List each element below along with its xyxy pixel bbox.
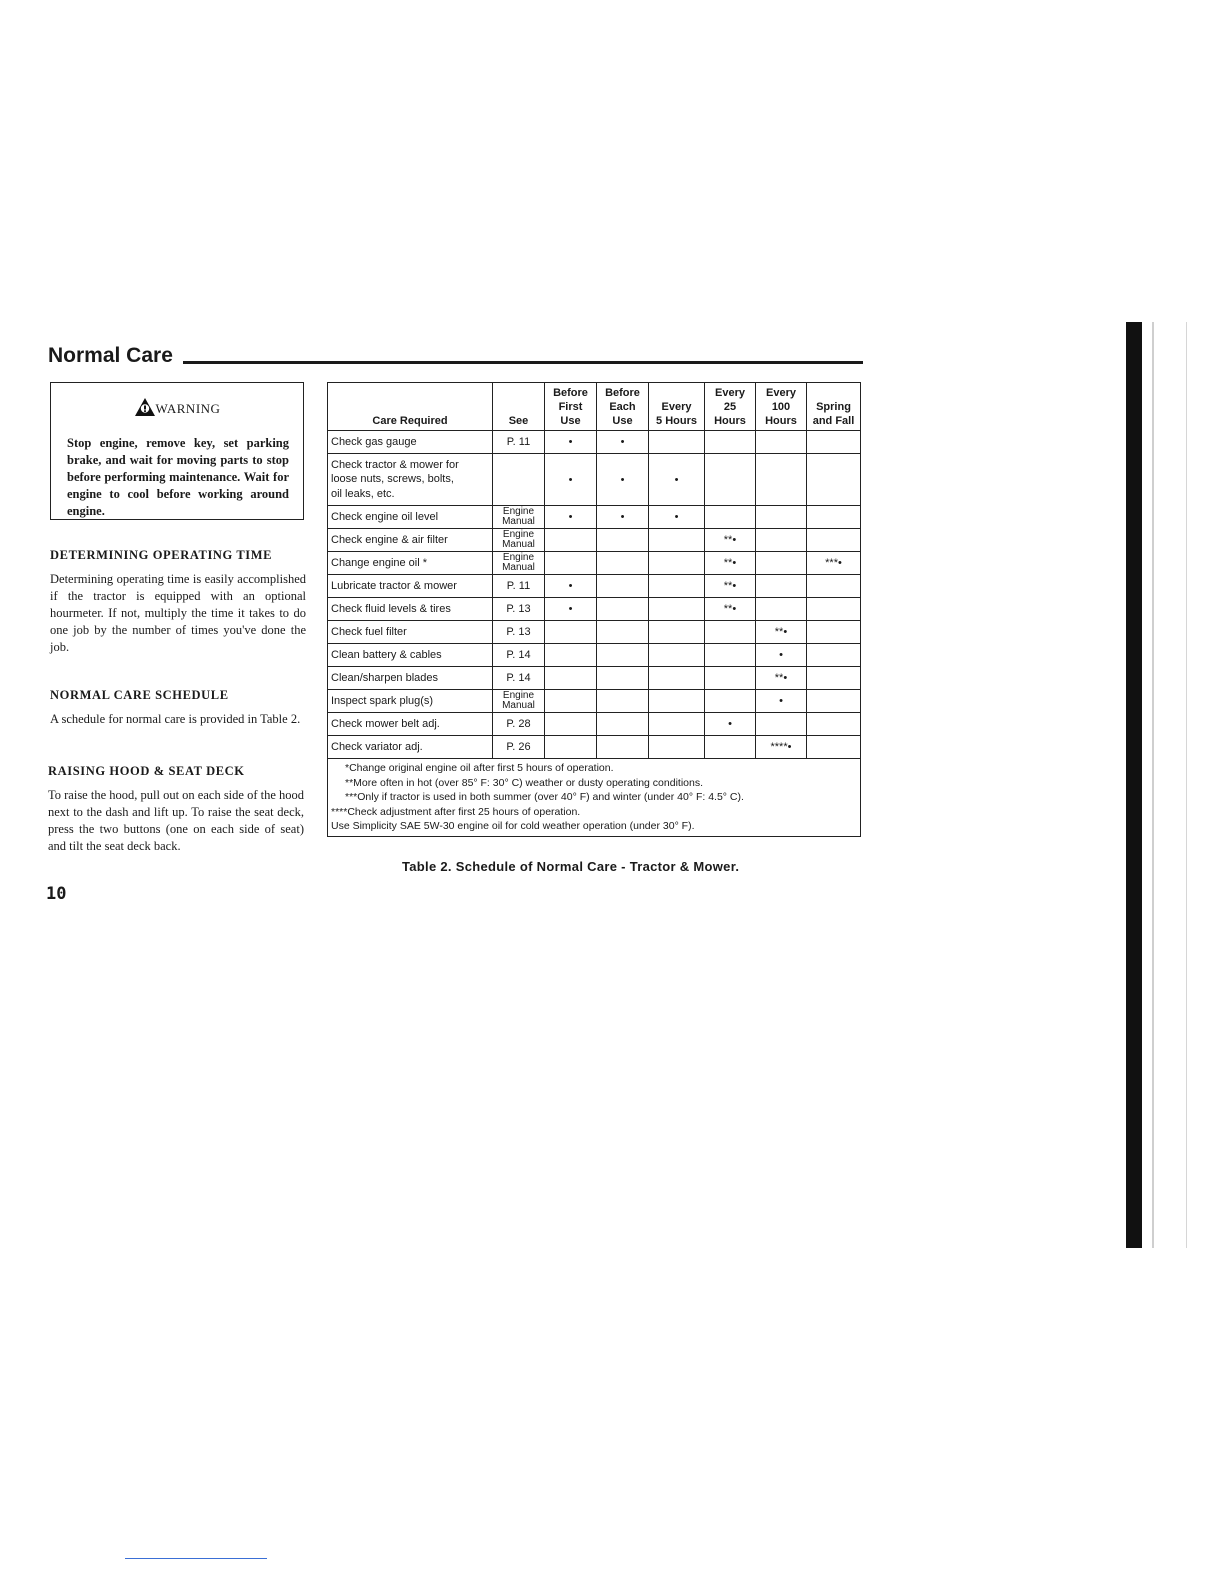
- warning-box: [50, 382, 304, 520]
- schedule-mark-cell: •: [545, 431, 597, 454]
- warning-triangle-icon: [134, 397, 156, 417]
- page-title: Normal Care: [48, 344, 173, 367]
- footnote: *Change original engine oil after first 5 hours of operation.: [345, 762, 614, 774]
- schedule-mark-cell: [597, 713, 649, 736]
- table-row: [328, 529, 861, 552]
- section-body-raising-hood: To raise the hood, pull out on each side of the hood next to the dash and lift up. To raise the seat deck, press the two buttons (one on each side of seat) and tilt the seat deck back.: [48, 788, 305, 853]
- table-row: [328, 736, 861, 759]
- page-number: 10: [46, 884, 67, 904]
- schedule-mark-cell: •: [597, 454, 649, 506]
- schedule-mark-cell: [807, 713, 861, 736]
- schedule-mark-cell: [705, 690, 756, 713]
- schedule-mark-cell: •: [545, 506, 597, 529]
- care-schedule-table: [327, 382, 861, 837]
- schedule-mark-cell: [545, 690, 597, 713]
- see-reference-text: P. 13: [506, 626, 531, 638]
- footnote: ***Only if tractor is used in both summer (over 40° F) and winter (under 40° F: 4.5° C).: [345, 791, 744, 803]
- schedule-mark-cell: [597, 575, 649, 598]
- schedule-mark-cell: [756, 431, 807, 454]
- schedule-mark-cell: [597, 621, 649, 644]
- schedule-mark-cell: [545, 736, 597, 759]
- see-reference-text: Engine: [502, 690, 535, 701]
- column-header-line: Every: [766, 387, 796, 399]
- schedule-mark-cell: •: [545, 454, 597, 506]
- care-required-cell: [328, 506, 493, 529]
- schedule-mark-cell: [649, 552, 705, 575]
- schedule-mark-cell: [597, 690, 649, 713]
- see-reference-text: P. 28: [506, 718, 531, 730]
- care-required-cell: [328, 598, 493, 621]
- schedule-mark-cell: •: [705, 713, 756, 736]
- column-header-line: Hours: [714, 415, 746, 427]
- care-required-cell: [328, 736, 493, 759]
- column-header: [597, 383, 649, 431]
- section-body-care-schedule: A schedule for normal care is provided in Table 2.: [50, 712, 301, 726]
- care-required-text: Check variator adj.: [331, 740, 423, 753]
- table-row: [328, 644, 861, 667]
- column-header-line: Before: [553, 387, 588, 399]
- see-reference-text: Engine: [502, 506, 535, 517]
- see-reference-text: Manual: [502, 700, 535, 711]
- care-required-cell: [328, 644, 493, 667]
- care-required-cell: [328, 552, 493, 575]
- schedule-mark-cell: [756, 454, 807, 506]
- column-header-line: Every: [661, 401, 692, 413]
- schedule-mark-cell: [807, 690, 861, 713]
- schedule-mark-cell: [649, 690, 705, 713]
- schedule-mark-cell: [649, 736, 705, 759]
- schedule-mark-cell: [756, 713, 807, 736]
- see-reference-text: P. 14: [506, 672, 531, 684]
- table-row: [328, 621, 861, 644]
- care-required-text: Check engine oil level: [331, 510, 439, 523]
- schedule-mark-cell: [807, 598, 861, 621]
- schedule-mark-cell: [756, 506, 807, 529]
- schedule-mark-cell: [705, 454, 756, 506]
- care-required-text: Check fluid levels & tires: [331, 602, 451, 615]
- care-required-cell: [328, 713, 493, 736]
- column-header: [649, 383, 705, 431]
- table-row: [328, 431, 861, 454]
- schedule-mark-cell: [807, 431, 861, 454]
- column-header-line: Every: [715, 387, 745, 399]
- column-header-line: Care Required: [372, 415, 448, 427]
- care-required-cell: [328, 690, 493, 713]
- schedule-mark-cell: [597, 552, 649, 575]
- column-header: [807, 383, 861, 431]
- schedule-mark-cell: [545, 644, 597, 667]
- column-header-line: Spring: [816, 401, 851, 413]
- column-header-line: 25: [723, 401, 737, 413]
- see-reference-cell: [493, 621, 545, 644]
- schedule-mark-cell: [649, 621, 705, 644]
- schedule-mark-cell: **•: [705, 529, 756, 552]
- warning-label: WARNING: [155, 401, 221, 416]
- table-row: [328, 575, 861, 598]
- section-body-operating-time: Determining operating time is easily accomplished if the tractor is equipped with an optional hourmeter. If not, multiply the time it takes to do one job by the number of times you've done the job.: [50, 572, 306, 654]
- schedule-mark-cell: [807, 575, 861, 598]
- column-header-line: Use: [560, 415, 581, 427]
- see-reference-cell: [493, 575, 545, 598]
- scan-edge-line: [1152, 322, 1154, 1248]
- table-row: [328, 454, 861, 506]
- care-required-text: Check tractor & mower for: [331, 458, 459, 471]
- column-header: [545, 383, 597, 431]
- schedule-mark-cell: •: [545, 598, 597, 621]
- see-reference-cell: [493, 506, 545, 529]
- schedule-mark-cell: [649, 667, 705, 690]
- schedule-mark-cell: [649, 529, 705, 552]
- care-required-text: Check engine & air filter: [331, 533, 448, 546]
- schedule-mark-cell: •: [649, 506, 705, 529]
- care-required-text: Check fuel filter: [331, 625, 407, 638]
- schedule-mark-cell: [545, 529, 597, 552]
- see-reference-cell: [493, 736, 545, 759]
- bottom-rule: [125, 1558, 267, 1559]
- table-notes-row: [328, 759, 861, 837]
- schedule-mark-cell: •: [597, 431, 649, 454]
- schedule-mark-cell: **•: [756, 667, 807, 690]
- see-reference-cell: [493, 454, 545, 506]
- footnote: **More often in hot (over 85° F: 30° C) weather or dusty operating conditions.: [345, 776, 703, 789]
- table-row: [328, 506, 861, 529]
- care-required-text: loose nuts, screws, bolts,: [331, 473, 454, 486]
- column-header-line: Before: [605, 387, 640, 399]
- column-header: [705, 383, 756, 431]
- schedule-mark-cell: [756, 552, 807, 575]
- column-header-line: 5 Hours: [656, 415, 697, 427]
- table-row: [328, 667, 861, 690]
- schedule-mark-cell: [597, 529, 649, 552]
- schedule-mark-cell: [597, 644, 649, 667]
- column-header: [328, 383, 493, 431]
- schedule-mark-cell: ***•: [807, 552, 861, 575]
- see-reference-text: Engine: [502, 552, 535, 563]
- see-reference-text: Manual: [502, 562, 535, 573]
- schedule-mark-cell: [705, 621, 756, 644]
- column-header-line: See: [508, 415, 529, 427]
- schedule-mark-cell: •: [756, 644, 807, 667]
- schedule-mark-cell: [807, 506, 861, 529]
- section-heading-care-schedule: NORMAL CARE SCHEDULE: [50, 688, 229, 702]
- column-header-line: 100: [771, 401, 791, 413]
- schedule-mark-cell: •: [597, 506, 649, 529]
- see-reference-cell: [493, 667, 545, 690]
- column-header-line: Use: [612, 415, 633, 427]
- schedule-mark-cell: [705, 506, 756, 529]
- care-required-text: Check gas gauge: [331, 435, 417, 448]
- schedule-mark-cell: **•: [705, 552, 756, 575]
- care-required-cell: [328, 431, 493, 454]
- see-reference-text: Manual: [502, 539, 535, 550]
- schedule-mark-cell: [545, 552, 597, 575]
- schedule-mark-cell: [705, 667, 756, 690]
- table-row: [328, 690, 861, 713]
- see-reference-cell: [493, 598, 545, 621]
- section-heading-operating-time: DETERMINING OPERATING TIME: [50, 548, 273, 562]
- care-required-text: oil leaks, etc.: [331, 487, 395, 500]
- see-reference-cell: [493, 431, 545, 454]
- schedule-mark-cell: [649, 644, 705, 667]
- see-reference-cell: [493, 644, 545, 667]
- footnote: Use Simplicity SAE 5W-30 engine oil for cold weather operation (under 30° F).: [331, 820, 695, 832]
- care-required-text: Check mower belt adj.: [331, 717, 440, 730]
- section-heading-raising-hood: RAISING HOOD & SEAT DECK: [48, 764, 245, 778]
- table-header-row: [328, 383, 861, 431]
- care-required-text: Clean/sharpen blades: [331, 671, 439, 684]
- schedule-mark-cell: [649, 713, 705, 736]
- see-reference-text: Engine: [502, 529, 535, 540]
- schedule-mark-cell: [597, 736, 649, 759]
- schedule-mark-cell: [545, 667, 597, 690]
- see-reference-text: Manual: [502, 516, 535, 527]
- schedule-mark-cell: [756, 529, 807, 552]
- see-reference-cell: [493, 529, 545, 552]
- schedule-mark-cell: [597, 667, 649, 690]
- schedule-mark-cell: •: [649, 454, 705, 506]
- schedule-mark-cell: [649, 598, 705, 621]
- warning-text: Stop engine, remove key, set parking brake, and wait for moving parts to stop before performing maintenance. Wait for engine to cool before working around engine.: [67, 436, 289, 518]
- column-header-line: and Fall: [812, 415, 855, 427]
- schedule-mark-cell: [807, 454, 861, 506]
- care-required-cell: [328, 575, 493, 598]
- see-reference-cell: [493, 690, 545, 713]
- see-reference-text: P. 26: [506, 741, 531, 753]
- table-row: [328, 552, 861, 575]
- schedule-mark-cell: [807, 644, 861, 667]
- table-row: [328, 713, 861, 736]
- table-row: [328, 598, 861, 621]
- see-reference-text: P. 14: [506, 649, 531, 661]
- schedule-mark-cell: [705, 736, 756, 759]
- schedule-mark-cell: •: [756, 690, 807, 713]
- schedule-mark-cell: **•: [705, 598, 756, 621]
- schedule-mark-cell: [649, 431, 705, 454]
- column-header: [756, 383, 807, 431]
- care-required-cell: [328, 529, 493, 552]
- table-caption: Table 2. Schedule of Normal Care - Tractor & Mower.: [402, 859, 740, 874]
- title-rule: [183, 361, 863, 364]
- column-header: [493, 383, 545, 431]
- schedule-mark-cell: ****•: [756, 736, 807, 759]
- care-required-text: Inspect spark plug(s): [331, 694, 434, 707]
- schedule-mark-cell: [807, 621, 861, 644]
- see-reference-text: P. 11: [506, 436, 531, 448]
- see-reference-text: P. 11: [506, 580, 531, 592]
- schedule-mark-cell: [807, 529, 861, 552]
- schedule-mark-cell: **•: [705, 575, 756, 598]
- schedule-mark-cell: [705, 431, 756, 454]
- schedule-mark-cell: [756, 575, 807, 598]
- scan-edge-line: [1186, 322, 1187, 1248]
- schedule-mark-cell: [649, 575, 705, 598]
- schedule-mark-cell: [756, 598, 807, 621]
- care-required-text: Clean battery & cables: [331, 648, 442, 661]
- care-required-cell: [328, 667, 493, 690]
- care-required-cell: [328, 454, 493, 506]
- schedule-mark-cell: [545, 621, 597, 644]
- care-required-text: Change engine oil *: [331, 556, 428, 569]
- schedule-mark-cell: [807, 736, 861, 759]
- column-header-line: Each: [609, 401, 636, 413]
- scan-edge-bar: [1126, 322, 1142, 1248]
- schedule-mark-cell: •: [545, 575, 597, 598]
- schedule-mark-cell: [807, 667, 861, 690]
- care-required-text: Lubricate tractor & mower: [331, 579, 457, 592]
- see-reference-text: P. 13: [506, 603, 531, 615]
- see-reference-cell: [493, 713, 545, 736]
- column-header-line: First: [558, 401, 583, 413]
- schedule-mark-cell: [705, 644, 756, 667]
- care-required-cell: [328, 621, 493, 644]
- footnote: ****Check adjustment after first 25 hours of operation.: [331, 805, 581, 818]
- column-header-line: Hours: [765, 415, 797, 427]
- table-notes: [328, 759, 861, 837]
- schedule-mark-cell: **•: [756, 621, 807, 644]
- see-reference-cell: [493, 552, 545, 575]
- warning-header: [51, 397, 303, 417]
- schedule-mark-cell: [597, 598, 649, 621]
- schedule-mark-cell: [545, 713, 597, 736]
